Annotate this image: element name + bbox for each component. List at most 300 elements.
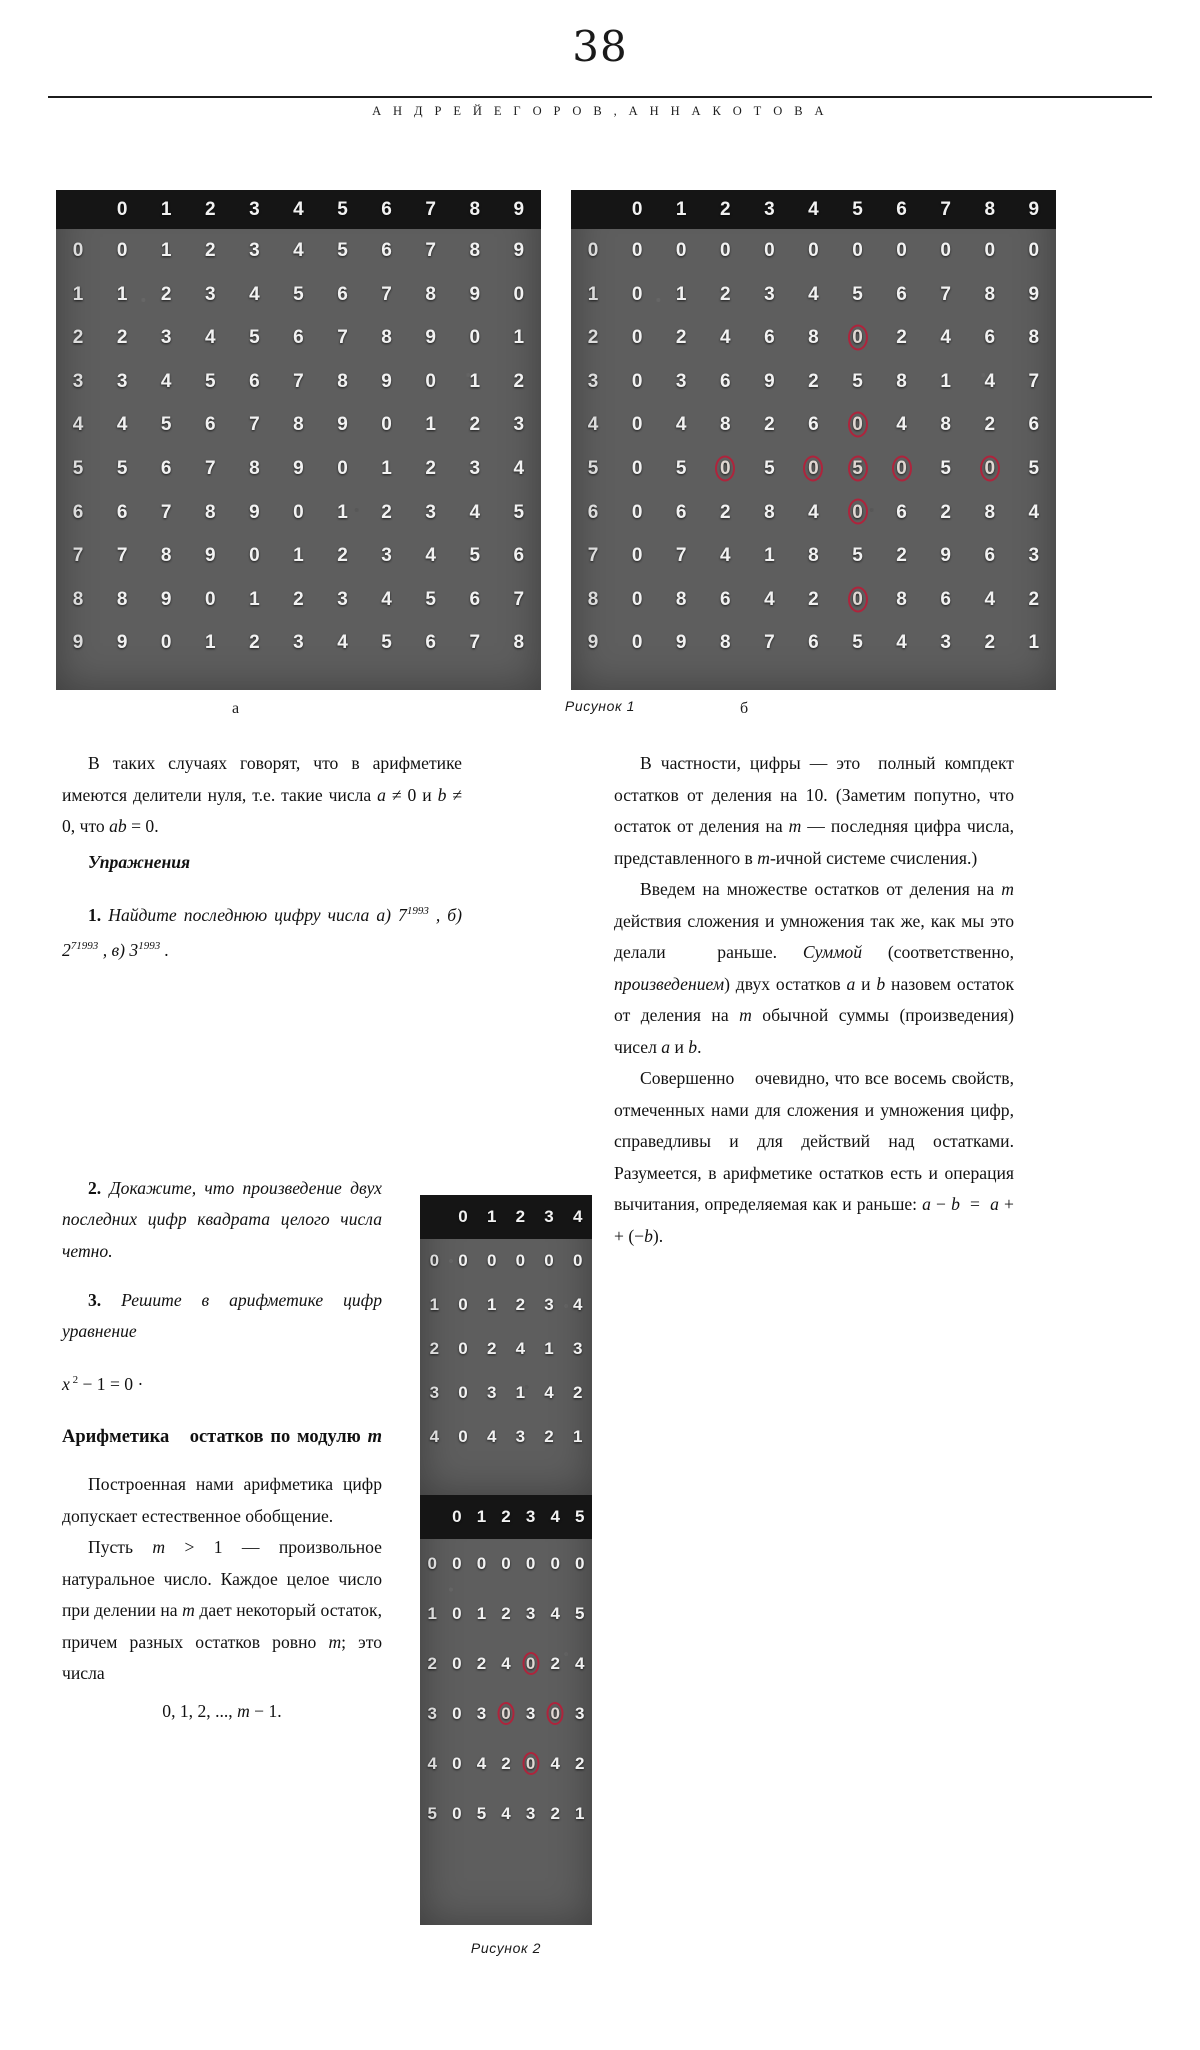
fig1b-cell: 0 <box>631 283 643 305</box>
fig1a-cell: 3 <box>513 414 525 436</box>
fig1a-cell: 8 <box>160 545 172 567</box>
fig1a-cell: 1 <box>469 370 481 392</box>
fig1a-row <box>56 578 541 622</box>
fig1a-cell: 5 <box>381 632 392 654</box>
fig1a-cell: 7 <box>293 370 304 392</box>
exercise-1: 1. Найдите последнюю цифру числа а) $7^{1993}$ , б) $2^{71993}$ , в) $3^{1993}$ . <box>62 904 462 960</box>
fig1a-cell: 2 <box>469 414 481 436</box>
fig1b-row <box>571 403 1056 447</box>
fig1a-row-header: 5 <box>72 457 84 479</box>
fig1b-cell: 0 <box>631 327 643 349</box>
fig2bottom-cell: 2 <box>476 1654 487 1673</box>
fig1a-cell: 3 <box>337 588 348 610</box>
fig1b-cell: 0 <box>675 240 687 261</box>
fig2top-cell: 1 <box>544 1339 554 1358</box>
fig1a-cell: 2 <box>293 588 304 610</box>
fig2bottom-cell: 3 <box>476 1704 487 1723</box>
fig2top-col-header: 1 <box>486 1207 497 1226</box>
fig2top-row <box>420 1283 592 1327</box>
fig1b-cell: 2 <box>984 414 996 436</box>
fig2bottom-row <box>420 1789 592 1839</box>
fig1a-cell: 5 <box>469 545 481 567</box>
fig2bottom-row-header: 4 <box>427 1754 438 1773</box>
fig1b-cell: 2 <box>896 545 907 567</box>
fig1a-cell: 3 <box>293 632 304 654</box>
fig1a-cell: 1 <box>249 588 260 610</box>
fig1a-cell: 1 <box>425 414 436 436</box>
fig2bottom-cell: 4 <box>550 1604 560 1623</box>
fig1a-cell: 5 <box>293 283 304 305</box>
fig2top-cell: 0 <box>458 1295 468 1314</box>
fig1a-cell: 4 <box>116 414 128 436</box>
fig2bottom-cell: 0 <box>452 1654 462 1673</box>
fig2bottom-row <box>420 1689 592 1739</box>
fig2bottom-col-header: 3 <box>525 1507 536 1526</box>
fig1b-row <box>571 273 1056 317</box>
fig1a-row <box>56 316 541 360</box>
fig1b-cell: 4 <box>1028 501 1040 523</box>
fig1b-cell: 0 <box>852 240 863 261</box>
fig2top-cell: 3 <box>544 1295 554 1314</box>
fig1b-cell: 6 <box>808 632 819 654</box>
fig1a-cell: 8 <box>381 327 392 349</box>
fig2bottom-cell: 4 <box>550 1754 560 1773</box>
fig1a-cell: 0 <box>381 414 392 436</box>
fig1b-cell: 0 <box>631 632 643 654</box>
fig1a-corner-cell <box>56 190 100 229</box>
fig1a-col-header: 5 <box>337 199 348 220</box>
fig1b-cell: 9 <box>675 632 687 654</box>
fig1a-cell: 3 <box>469 457 481 479</box>
fig1a-cell: 6 <box>337 283 348 305</box>
fig1a-cell: 1 <box>513 327 525 349</box>
fig1b-cell: 0 <box>631 501 643 523</box>
fig1b-cell: 5 <box>852 283 863 305</box>
fig1b-cell: 2 <box>808 370 819 392</box>
fig1b-cell: 8 <box>1028 327 1040 349</box>
fig2top-cell: 1 <box>572 1427 583 1446</box>
fig1b-col-header: 6 <box>896 199 907 220</box>
fig1a-cell: 2 <box>425 457 436 479</box>
fig1b-cell: 8 <box>719 414 731 436</box>
fig1a-cell: 7 <box>381 283 392 305</box>
fig1b-row-header: 2 <box>587 327 599 349</box>
fig1a-cell: 9 <box>469 283 481 305</box>
fig1b-row <box>571 578 1056 622</box>
fig1a-cell: 6 <box>293 327 304 349</box>
fig1b-cell: 5 <box>940 457 951 479</box>
fig2top-cell: 0 <box>458 1383 468 1402</box>
fig2bottom-cell: 0 <box>452 1604 462 1623</box>
fig1a-cell: 9 <box>204 545 216 567</box>
fig1b-row <box>571 360 1056 404</box>
fig1b-cell: 4 <box>984 370 996 392</box>
fig1a-cell: 6 <box>381 240 392 261</box>
fig2bottom-cell: 1 <box>476 1604 487 1623</box>
fig1a-cell: 6 <box>249 370 260 392</box>
figure-2-top-table <box>420 1195 592 1495</box>
fig1a-cell: 1 <box>160 240 172 261</box>
fig1a-cell: 9 <box>293 457 304 479</box>
fig2bottom-col-header: 4 <box>550 1507 560 1526</box>
page-number: 38 <box>572 22 628 71</box>
fig1b-cell: 5 <box>1028 457 1040 479</box>
fig2top-cell: 2 <box>486 1339 497 1358</box>
paragraph-left-2: Построенная нами арифметика цифр допускает естественное обобщение. <box>62 1474 382 1526</box>
fig1b-cell: 4 <box>719 327 731 349</box>
paragraph-left-3: Пусть m > 1 — произвольное натуральное число. Каждое целое число при делении на m дает некоторый остаток, причем разных остатков ровно m; это числа <box>62 1537 382 1684</box>
fig2top-cell: 0 <box>572 1251 583 1270</box>
fig2bottom-cell: 0 <box>494 1689 519 1739</box>
fig2top-cell: 4 <box>486 1427 497 1446</box>
figure-1-caption: Рисунок 1 <box>564 698 636 714</box>
fig1b-row <box>571 447 1056 491</box>
fig1a-row <box>56 447 541 491</box>
fig1a-cell: 3 <box>160 327 172 349</box>
fig2bottom-col-header: 1 <box>476 1507 487 1526</box>
fig1b-cell: 0 <box>940 240 951 261</box>
fig2bottom-cell: 0 <box>550 1554 560 1573</box>
fig1a-cell: 7 <box>204 457 216 479</box>
fig1b-cell: 6 <box>675 501 687 523</box>
fig1a-row-header: 7 <box>72 545 84 567</box>
fig2bottom-cell: 4 <box>575 1654 585 1673</box>
fig1a-cell: 7 <box>337 327 348 349</box>
fig1a-cell: 0 <box>337 457 348 479</box>
fig1b-row-header: 0 <box>587 240 599 261</box>
fig1b-cell: 0 <box>631 370 643 392</box>
fig1b-cell: 6 <box>940 588 951 610</box>
fig2top-row <box>420 1239 592 1283</box>
fig1b-corner-cell <box>571 190 615 229</box>
fig1a-cell: 5 <box>425 588 436 610</box>
fig1a-cell: 6 <box>513 545 525 567</box>
fig1b-row-header: 9 <box>587 632 599 654</box>
fig1b-cell: 3 <box>764 283 775 305</box>
fig1b-col-header: 3 <box>764 199 775 220</box>
fig1b-cell: 9 <box>1028 283 1040 305</box>
fig1b-row <box>571 229 1056 273</box>
fig2top-row-header: 1 <box>429 1295 440 1314</box>
header-rule <box>48 96 1152 98</box>
fig1a-cell: 4 <box>204 327 216 349</box>
fig1b-cell: 0 <box>984 240 996 261</box>
fig2top-cell: 0 <box>515 1251 526 1270</box>
fig1a-col-header: 6 <box>381 199 392 220</box>
fig2bottom-cell: 4 <box>501 1654 511 1673</box>
fig1b-cell: 4 <box>984 588 996 610</box>
fig1b-col-header: 1 <box>675 199 687 220</box>
fig1b-cell: 3 <box>940 632 951 654</box>
fig2bottom-cell: 0 <box>518 1739 543 1789</box>
fig1b-cell: 0 <box>631 545 643 567</box>
fig1b-cell: 7 <box>675 545 687 567</box>
fig1a-row-header: 8 <box>72 588 84 610</box>
fig1a-cell: 0 <box>116 240 128 261</box>
fig1a-cell: 9 <box>337 414 348 436</box>
fig1b-cell: 0 <box>631 588 643 610</box>
exercises-heading: Упражнения <box>88 851 191 872</box>
fig1a-cell: 9 <box>116 632 128 654</box>
fig1a-cell: 2 <box>337 545 348 567</box>
fig1a-cell: 0 <box>160 632 172 654</box>
fig1b-cell: 0 <box>631 414 643 436</box>
fig2top-row <box>420 1415 592 1459</box>
fig2top-cell: 3 <box>572 1339 583 1358</box>
fig1b-row-header: 1 <box>587 283 599 305</box>
fig1a-cell: 8 <box>116 588 128 610</box>
fig1b-cell: 0 <box>968 447 1012 491</box>
fig1a-cell: 2 <box>160 283 172 305</box>
fig1b-cell: 2 <box>896 327 907 349</box>
paragraph-right-2: Введем на множестве остатков от деления на m действия сложения и умножения так же, как мы это делали раньше. Суммой (соответственно, произведением) двух остатков a и b назовем остаток от деления на m обычной суммы (произведения) чисел a и b. <box>614 879 1015 1057</box>
fig2top-cell: 0 <box>458 1251 468 1270</box>
fig1b-cell: 5 <box>764 457 775 479</box>
fig1b-cell: 8 <box>719 632 731 654</box>
fig2bottom-header-row <box>420 1495 592 1539</box>
fig1a-cell: 1 <box>337 501 348 523</box>
fig1b-cell: 5 <box>852 370 863 392</box>
fig1b-row-header: 6 <box>587 501 599 523</box>
fig2bottom-cell: 5 <box>476 1804 487 1823</box>
fig1b-cell: 2 <box>940 501 951 523</box>
fig2bottom-cell: 4 <box>476 1754 487 1773</box>
exercise-3-formula: x $^2$ − 1 = 0 · <box>62 1374 144 1395</box>
fig2bottom-row <box>420 1589 592 1639</box>
fig1b-cell: 9 <box>940 545 951 567</box>
fig2top-cell: 0 <box>458 1427 468 1446</box>
fig1a-cell: 2 <box>249 632 260 654</box>
fig1b-cell: 0 <box>631 457 643 479</box>
fig1b-cell: 7 <box>764 632 775 654</box>
fig1a-row-header: 1 <box>72 283 84 305</box>
fig1a-cell: 4 <box>249 283 260 305</box>
fig1a-cell: 5 <box>204 370 216 392</box>
fig2top-header-row <box>420 1195 592 1239</box>
fig1a-row-header: 0 <box>72 240 84 261</box>
fig1a-col-header: 1 <box>160 199 172 220</box>
fig1a-cell: 5 <box>513 501 525 523</box>
fig1b-row-header: 8 <box>587 588 599 610</box>
fig2top-cell: 4 <box>515 1339 526 1358</box>
figure-2-bottom-table <box>420 1495 592 1925</box>
fig1b-cell: 2 <box>764 414 775 436</box>
fig1b-col-header: 0 <box>631 199 643 220</box>
fig1b-cell: 2 <box>719 283 731 305</box>
fig2bottom-cell: 3 <box>575 1704 585 1723</box>
fig1b-cell: 4 <box>896 632 907 654</box>
fig1a-cell: 7 <box>116 545 128 567</box>
fig2bottom-row <box>420 1539 592 1589</box>
fig1b-cell: 8 <box>808 327 819 349</box>
fig1a-cell: 9 <box>425 327 436 349</box>
left-column-narrow <box>62 1155 382 1727</box>
fig1b-cell: 2 <box>808 588 819 610</box>
fig1b-cell: 2 <box>984 632 996 654</box>
fig2top-cell: 4 <box>544 1383 554 1402</box>
fig1b-cell: 2 <box>675 327 687 349</box>
fig1a-cell: 7 <box>249 414 260 436</box>
left-column <box>62 748 462 984</box>
fig1a-col-header: 8 <box>469 199 481 220</box>
fig1b-cell: 0 <box>835 403 879 447</box>
fig1a-cell: 2 <box>204 240 216 261</box>
fig1b-cell: 6 <box>719 588 731 610</box>
fig1a-cell: 8 <box>513 632 525 654</box>
fig2bottom-cell: 4 <box>501 1804 511 1823</box>
fig1a-row-header: 2 <box>72 327 84 349</box>
fig1a-header-row <box>56 190 541 229</box>
fig1b-cell: 6 <box>764 327 775 349</box>
fig1a-cell: 0 <box>204 588 216 610</box>
fig2bottom-cell: 0 <box>501 1554 511 1573</box>
fig2top-row-header: 4 <box>429 1427 440 1446</box>
fig1b-row <box>571 316 1056 360</box>
fig1a-cell: 7 <box>425 240 436 261</box>
fig2bottom-cell: 3 <box>525 1704 536 1723</box>
fig1b-row <box>571 534 1056 578</box>
fig1a-cell: 6 <box>160 457 172 479</box>
fig1b-cell: 0 <box>791 447 835 491</box>
fig1b-cell: 6 <box>984 545 996 567</box>
fig1a-row <box>56 360 541 404</box>
fig2bottom-row <box>420 1639 592 1689</box>
fig2top-cell: 1 <box>515 1383 526 1402</box>
fig2bottom-cell: 0 <box>525 1554 536 1573</box>
fig1a-cell: 0 <box>293 501 304 523</box>
fig1a-cell: 0 <box>513 283 525 305</box>
fig2top-cell: 2 <box>515 1295 526 1314</box>
fig1b-cell: 4 <box>808 283 819 305</box>
fig2bottom-cell: 0 <box>452 1804 462 1823</box>
fig1a-cell: 7 <box>160 501 172 523</box>
fig2top-cell: 2 <box>572 1383 583 1402</box>
fig1b-cell: 6 <box>808 414 819 436</box>
fig2top-row-header: 3 <box>429 1383 440 1402</box>
fig1a-cell: 8 <box>249 457 260 479</box>
fig2bottom-cell: 3 <box>525 1604 536 1623</box>
fig2bottom-row <box>420 1739 592 1789</box>
fig1b-cell: 6 <box>984 327 996 349</box>
fig1a-col-header: 9 <box>513 199 525 220</box>
fig1a-cell: 9 <box>249 501 260 523</box>
fig1b-cell: 0 <box>703 447 747 491</box>
fig1b-row <box>571 621 1056 665</box>
figure-2-caption: Рисунок 2 <box>470 1940 542 1956</box>
fig1b-cell: 8 <box>940 414 951 436</box>
fig1b-cell: 4 <box>719 545 731 567</box>
fig1a-row <box>56 534 541 578</box>
fig2top-cell: 4 <box>572 1295 583 1314</box>
fig1b-row-header: 3 <box>587 370 599 392</box>
fig1b-cell: 6 <box>719 370 731 392</box>
fig1b-cell: 2 <box>1028 588 1040 610</box>
fig1b-cell: 9 <box>764 370 775 392</box>
fig1b-cell: 4 <box>675 414 687 436</box>
fig1a-cell: 5 <box>249 327 260 349</box>
fig1a-col-header: 2 <box>204 199 216 220</box>
fig1b-cell: 4 <box>764 588 775 610</box>
fig1a-row <box>56 403 541 447</box>
fig1b-cell: 0 <box>631 240 643 261</box>
figure-1a-label: а <box>232 700 240 717</box>
fig2bottom-row-header: 3 <box>427 1704 438 1723</box>
fig2top-col-header: 4 <box>572 1207 583 1226</box>
fig2bottom-cell: 0 <box>452 1704 462 1723</box>
fig2bottom-cell: 2 <box>501 1604 511 1623</box>
fig1b-cell: 0 <box>1028 240 1040 261</box>
fig1a-cell: 6 <box>204 414 216 436</box>
fig1a-cell: 1 <box>204 632 216 654</box>
fig2bottom-corner-cell <box>420 1495 445 1539</box>
fig1b-cell: 0 <box>835 316 879 360</box>
fig2top-row-header: 0 <box>429 1251 440 1270</box>
fig1b-cell: 3 <box>1028 545 1040 567</box>
fig1a-row <box>56 273 541 317</box>
fig1b-row-header: 5 <box>587 457 599 479</box>
fig1a-row <box>56 621 541 665</box>
fig1a-cell: 4 <box>160 370 172 392</box>
fig2bottom-cell: 3 <box>525 1804 536 1823</box>
fig1b-row-header: 7 <box>587 545 599 567</box>
fig1a-cell: 9 <box>513 240 525 261</box>
fig1b-cell: 1 <box>675 283 687 305</box>
fig1b-cell: 7 <box>1028 370 1040 392</box>
fig1a-cell: 6 <box>469 588 481 610</box>
figure-1b-multiplication-table <box>571 190 1056 690</box>
fig1a-cell: 8 <box>469 240 481 261</box>
fig1b-row <box>571 491 1056 535</box>
fig1b-cell: 5 <box>852 545 863 567</box>
fig2bottom-cell: 2 <box>550 1804 560 1823</box>
fig1a-cell: 3 <box>249 240 260 261</box>
running-head: А Н Д Р Е Й Е Г О Р О В , А Н Н А К О Т О В А <box>372 104 828 118</box>
fig1a-cell: 3 <box>116 370 128 392</box>
fig1b-cell: 0 <box>764 240 775 261</box>
section-heading: Арифметика остатков по модулю m <box>62 1426 382 1447</box>
paragraph-left-1: В таких случаях говорят, что в арифметике имеются делители нуля, т.е. такие числа a ≠ 0 и b ≠ 0, что ab = 0. <box>62 753 462 836</box>
fig1a-cell: 3 <box>204 283 216 305</box>
fig1a-cell: 9 <box>160 588 172 610</box>
fig2top-row-header: 2 <box>429 1339 440 1358</box>
fig1b-cell: 7 <box>940 283 951 305</box>
fig1a-cell: 2 <box>513 370 525 392</box>
fig1a-row-header: 4 <box>72 414 84 436</box>
fig1a-cell: 4 <box>337 632 348 654</box>
fig1b-cell: 8 <box>808 545 819 567</box>
fig2top-col-header: 3 <box>544 1207 554 1226</box>
fig1b-cell: 2 <box>719 501 731 523</box>
fig1b-cell: 0 <box>719 240 731 261</box>
fig2top-row <box>420 1327 592 1371</box>
fig1a-row-header: 3 <box>72 370 84 392</box>
fig1b-cell: 5 <box>852 632 863 654</box>
fig2bottom-cell: 0 <box>518 1639 543 1689</box>
fig1b-col-header: 2 <box>719 199 731 220</box>
fig1a-cell: 1 <box>293 545 304 567</box>
fig1a-cell: 8 <box>204 501 216 523</box>
fig2top-cell: 0 <box>458 1339 468 1358</box>
fig1b-cell: 4 <box>808 501 819 523</box>
fig1b-cell: 6 <box>1028 414 1040 436</box>
fig2bottom-row-header: 0 <box>427 1554 438 1573</box>
fig1a-row-header: 6 <box>72 501 84 523</box>
fig2top-cell: 3 <box>515 1427 526 1446</box>
fig2bottom-cell: 1 <box>575 1804 585 1823</box>
fig2bottom-col-header: 2 <box>501 1507 511 1526</box>
fig2top-col-header: 0 <box>458 1207 468 1226</box>
fig2top-cell: 2 <box>544 1427 554 1446</box>
